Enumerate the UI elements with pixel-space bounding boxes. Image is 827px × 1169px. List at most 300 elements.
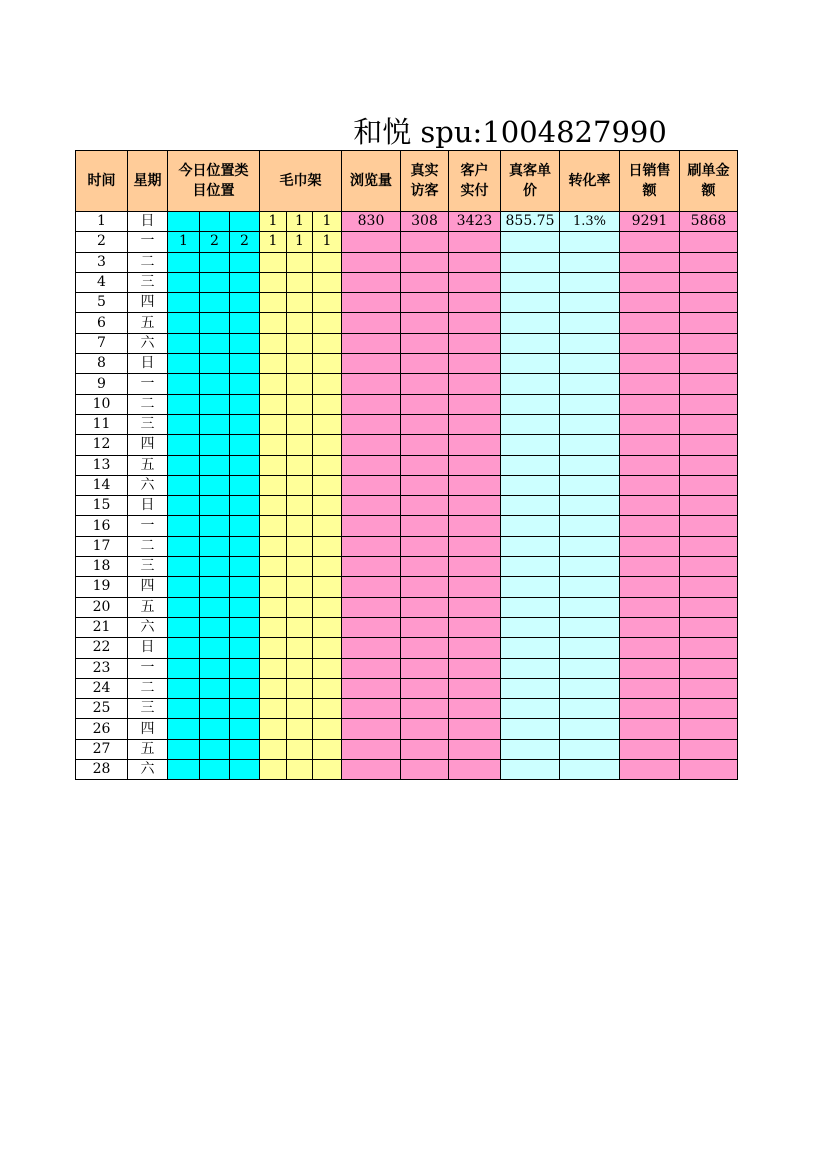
cell-rack[interactable] — [287, 496, 313, 516]
cell-rack[interactable] — [287, 658, 313, 678]
cell-position[interactable] — [230, 333, 260, 353]
cell-sales[interactable] — [620, 374, 680, 394]
cell-position[interactable] — [200, 333, 230, 353]
cell-views[interactable] — [342, 617, 401, 637]
cell-visitors[interactable] — [401, 475, 449, 495]
cell-views[interactable] — [342, 272, 401, 292]
cell-position[interactable]: 2 — [230, 232, 260, 252]
cell-brush[interactable] — [680, 760, 738, 780]
cell-brush[interactable]: 5868 — [680, 212, 738, 232]
cell-rack[interactable] — [260, 475, 287, 495]
cell-unit-price[interactable] — [501, 313, 560, 333]
cell-paid[interactable] — [449, 536, 501, 556]
cell-unit-price[interactable] — [501, 617, 560, 637]
cell-day[interactable]: 15 — [76, 496, 128, 516]
cell-day[interactable]: 14 — [76, 475, 128, 495]
cell-unit-price[interactable] — [501, 333, 560, 353]
cell-paid[interactable] — [449, 557, 501, 577]
cell-rack[interactable] — [260, 374, 287, 394]
cell-position[interactable] — [200, 516, 230, 536]
cell-rack[interactable]: 1 — [287, 212, 313, 232]
cell-unit-price[interactable] — [501, 293, 560, 313]
cell-weekday[interactable]: 二 — [128, 536, 168, 556]
cell-rack[interactable] — [260, 252, 287, 272]
cell-day[interactable]: 1 — [76, 212, 128, 232]
cell-rack[interactable] — [287, 597, 313, 617]
cell-brush[interactable] — [680, 475, 738, 495]
cell-rack[interactable] — [313, 435, 342, 455]
cell-visitors[interactable] — [401, 577, 449, 597]
cell-sales[interactable] — [620, 597, 680, 617]
cell-sales[interactable] — [620, 617, 680, 637]
cell-visitors[interactable] — [401, 739, 449, 759]
cell-rack[interactable] — [260, 435, 287, 455]
header-visitors[interactable] — [401, 151, 449, 212]
cell-position[interactable] — [200, 374, 230, 394]
cell-conversion[interactable] — [560, 638, 620, 658]
cell-rack[interactable] — [313, 272, 342, 292]
cell-paid[interactable] — [449, 496, 501, 516]
cell-position[interactable] — [230, 475, 260, 495]
cell-rack[interactable] — [287, 516, 313, 536]
cell-rack[interactable] — [313, 617, 342, 637]
cell-weekday[interactable]: 一 — [128, 658, 168, 678]
cell-unit-price[interactable] — [501, 516, 560, 536]
cell-day[interactable]: 13 — [76, 455, 128, 475]
cell-rack[interactable] — [287, 435, 313, 455]
cell-views[interactable] — [342, 333, 401, 353]
cell-position[interactable] — [230, 536, 260, 556]
cell-position[interactable] — [230, 516, 260, 536]
cell-visitors[interactable] — [401, 516, 449, 536]
cell-position[interactable] — [168, 212, 200, 232]
cell-weekday[interactable]: 五 — [128, 313, 168, 333]
cell-position[interactable] — [168, 597, 200, 617]
cell-paid[interactable] — [449, 272, 501, 292]
cell-sales[interactable] — [620, 516, 680, 536]
cell-brush[interactable] — [680, 739, 738, 759]
cell-day[interactable]: 5 — [76, 293, 128, 313]
cell-position[interactable] — [200, 455, 230, 475]
cell-paid[interactable] — [449, 739, 501, 759]
cell-day[interactable]: 12 — [76, 435, 128, 455]
cell-paid[interactable] — [449, 333, 501, 353]
cell-weekday[interactable]: 六 — [128, 760, 168, 780]
cell-position[interactable] — [230, 760, 260, 780]
cell-rack[interactable]: 1 — [313, 212, 342, 232]
cell-sales[interactable] — [620, 719, 680, 739]
cell-rack[interactable] — [287, 760, 313, 780]
cell-position[interactable] — [200, 414, 230, 434]
header-paid[interactable] — [449, 151, 501, 212]
cell-paid[interactable] — [449, 658, 501, 678]
cell-views[interactable] — [342, 414, 401, 434]
cell-rack[interactable] — [287, 699, 313, 719]
cell-position[interactable] — [230, 313, 260, 333]
cell-visitors[interactable] — [401, 557, 449, 577]
cell-brush[interactable] — [680, 232, 738, 252]
cell-position[interactable] — [168, 455, 200, 475]
cell-unit-price[interactable] — [501, 252, 560, 272]
cell-rack[interactable] — [313, 597, 342, 617]
cell-position[interactable] — [168, 638, 200, 658]
cell-rack[interactable] — [287, 719, 313, 739]
cell-day[interactable]: 3 — [76, 252, 128, 272]
cell-conversion[interactable] — [560, 374, 620, 394]
cell-rack[interactable] — [313, 475, 342, 495]
cell-unit-price[interactable] — [501, 699, 560, 719]
cell-position[interactable] — [230, 617, 260, 637]
cell-unit-price[interactable] — [501, 597, 560, 617]
header-weekday[interactable]: 星期 — [128, 151, 168, 212]
cell-rack[interactable] — [313, 760, 342, 780]
cell-weekday[interactable]: 四 — [128, 435, 168, 455]
cell-weekday[interactable]: 四 — [128, 719, 168, 739]
cell-rack[interactable] — [287, 455, 313, 475]
cell-visitors[interactable] — [401, 658, 449, 678]
cell-unit-price[interactable] — [501, 557, 560, 577]
cell-position[interactable] — [168, 699, 200, 719]
cell-brush[interactable] — [680, 272, 738, 292]
cell-paid[interactable] — [449, 394, 501, 414]
cell-rack[interactable] — [313, 719, 342, 739]
cell-views[interactable]: 830 — [342, 212, 401, 232]
cell-brush[interactable] — [680, 638, 738, 658]
cell-position[interactable] — [168, 760, 200, 780]
cell-position[interactable]: 1 — [168, 232, 200, 252]
cell-day[interactable]: 6 — [76, 313, 128, 333]
cell-weekday[interactable]: 一 — [128, 232, 168, 252]
cell-position[interactable] — [230, 739, 260, 759]
cell-conversion[interactable] — [560, 333, 620, 353]
cell-weekday[interactable]: 六 — [128, 475, 168, 495]
cell-sales[interactable] — [620, 354, 680, 374]
cell-rack[interactable] — [260, 678, 287, 698]
cell-visitors[interactable] — [401, 699, 449, 719]
cell-rack[interactable] — [260, 354, 287, 374]
cell-conversion[interactable]: 1.3% — [560, 212, 620, 232]
cell-weekday[interactable]: 四 — [128, 293, 168, 313]
cell-conversion[interactable] — [560, 232, 620, 252]
cell-conversion[interactable] — [560, 354, 620, 374]
cell-sales[interactable] — [620, 272, 680, 292]
cell-paid[interactable] — [449, 475, 501, 495]
cell-position[interactable] — [200, 212, 230, 232]
cell-day[interactable]: 22 — [76, 638, 128, 658]
cell-sales[interactable] — [620, 455, 680, 475]
cell-position[interactable] — [200, 354, 230, 374]
cell-conversion[interactable] — [560, 313, 620, 333]
cell-brush[interactable] — [680, 496, 738, 516]
cell-rack[interactable] — [260, 557, 287, 577]
cell-rack[interactable] — [287, 536, 313, 556]
cell-rack[interactable] — [287, 475, 313, 495]
header-sales[interactable] — [620, 151, 680, 212]
cell-sales[interactable] — [620, 293, 680, 313]
cell-rack[interactable] — [287, 617, 313, 637]
cell-rack[interactable] — [260, 739, 287, 759]
cell-rack[interactable] — [287, 272, 313, 292]
cell-paid[interactable] — [449, 760, 501, 780]
cell-weekday[interactable]: 日 — [128, 638, 168, 658]
cell-weekday[interactable]: 日 — [128, 496, 168, 516]
cell-visitors[interactable] — [401, 414, 449, 434]
cell-rack[interactable] — [287, 374, 313, 394]
cell-rack[interactable] — [260, 496, 287, 516]
cell-position[interactable] — [168, 293, 200, 313]
cell-sales[interactable] — [620, 739, 680, 759]
cell-paid[interactable] — [449, 435, 501, 455]
cell-position[interactable]: 2 — [200, 232, 230, 252]
cell-rack[interactable] — [287, 678, 313, 698]
cell-rack[interactable] — [313, 374, 342, 394]
cell-unit-price[interactable] — [501, 739, 560, 759]
cell-position[interactable] — [230, 557, 260, 577]
cell-day[interactable]: 23 — [76, 658, 128, 678]
cell-day[interactable]: 17 — [76, 536, 128, 556]
header-unit-price[interactable] — [501, 151, 560, 212]
cell-rack[interactable] — [260, 597, 287, 617]
cell-unit-price[interactable] — [501, 760, 560, 780]
cell-unit-price[interactable] — [501, 536, 560, 556]
cell-weekday[interactable]: 二 — [128, 678, 168, 698]
cell-views[interactable] — [342, 455, 401, 475]
cell-views[interactable] — [342, 719, 401, 739]
cell-rack[interactable] — [260, 536, 287, 556]
cell-position[interactable] — [168, 557, 200, 577]
cell-rack[interactable] — [260, 272, 287, 292]
cell-position[interactable] — [200, 658, 230, 678]
cell-position[interactable] — [230, 699, 260, 719]
cell-rack[interactable] — [260, 658, 287, 678]
cell-day[interactable]: 9 — [76, 374, 128, 394]
cell-rack[interactable] — [287, 638, 313, 658]
cell-brush[interactable] — [680, 658, 738, 678]
cell-rack[interactable] — [260, 699, 287, 719]
cell-conversion[interactable] — [560, 678, 620, 698]
cell-paid[interactable] — [449, 374, 501, 394]
cell-views[interactable] — [342, 516, 401, 536]
cell-position[interactable] — [200, 435, 230, 455]
cell-sales[interactable] — [620, 760, 680, 780]
cell-position[interactable] — [200, 739, 230, 759]
cell-rack[interactable] — [260, 333, 287, 353]
cell-conversion[interactable] — [560, 557, 620, 577]
cell-conversion[interactable] — [560, 719, 620, 739]
cell-views[interactable] — [342, 577, 401, 597]
cell-conversion[interactable] — [560, 516, 620, 536]
cell-position[interactable] — [200, 577, 230, 597]
cell-weekday[interactable]: 日 — [128, 212, 168, 232]
cell-paid[interactable] — [449, 313, 501, 333]
cell-day[interactable]: 11 — [76, 414, 128, 434]
cell-views[interactable] — [342, 638, 401, 658]
cell-position[interactable] — [230, 272, 260, 292]
cell-position[interactable] — [230, 678, 260, 698]
cell-conversion[interactable] — [560, 739, 620, 759]
cell-unit-price[interactable] — [501, 658, 560, 678]
cell-weekday[interactable]: 六 — [128, 617, 168, 637]
cell-rack[interactable] — [260, 638, 287, 658]
cell-visitors[interactable] — [401, 333, 449, 353]
cell-rack[interactable] — [313, 739, 342, 759]
cell-paid[interactable] — [449, 678, 501, 698]
cell-rack[interactable] — [260, 760, 287, 780]
cell-rack[interactable] — [260, 516, 287, 536]
cell-unit-price[interactable] — [501, 638, 560, 658]
cell-rack[interactable] — [287, 293, 313, 313]
cell-rack[interactable] — [313, 354, 342, 374]
cell-views[interactable] — [342, 394, 401, 414]
cell-views[interactable] — [342, 658, 401, 678]
cell-brush[interactable] — [680, 699, 738, 719]
cell-views[interactable] — [342, 496, 401, 516]
cell-position[interactable] — [230, 354, 260, 374]
cell-position[interactable] — [230, 455, 260, 475]
cell-rack[interactable] — [260, 313, 287, 333]
cell-position[interactable] — [230, 638, 260, 658]
cell-position[interactable] — [200, 678, 230, 698]
cell-weekday[interactable]: 三 — [128, 414, 168, 434]
cell-rack[interactable] — [313, 638, 342, 658]
cell-day[interactable]: 10 — [76, 394, 128, 414]
cell-day[interactable]: 21 — [76, 617, 128, 637]
cell-weekday[interactable]: 三 — [128, 557, 168, 577]
cell-position[interactable] — [168, 333, 200, 353]
cell-position[interactable] — [200, 719, 230, 739]
cell-brush[interactable] — [680, 455, 738, 475]
cell-brush[interactable] — [680, 617, 738, 637]
cell-position[interactable] — [168, 719, 200, 739]
cell-paid[interactable] — [449, 597, 501, 617]
cell-views[interactable] — [342, 597, 401, 617]
cell-conversion[interactable] — [560, 577, 620, 597]
cell-position[interactable] — [200, 394, 230, 414]
cell-visitors[interactable] — [401, 374, 449, 394]
cell-visitors[interactable] — [401, 354, 449, 374]
cell-position[interactable] — [200, 557, 230, 577]
cell-sales[interactable] — [620, 232, 680, 252]
cell-visitors[interactable] — [401, 617, 449, 637]
cell-views[interactable] — [342, 739, 401, 759]
cell-visitors[interactable] — [401, 455, 449, 475]
cell-position[interactable] — [230, 658, 260, 678]
cell-position[interactable] — [230, 577, 260, 597]
cell-brush[interactable] — [680, 435, 738, 455]
cell-sales[interactable] — [620, 557, 680, 577]
cell-unit-price[interactable] — [501, 577, 560, 597]
cell-rack[interactable] — [313, 455, 342, 475]
cell-views[interactable] — [342, 678, 401, 698]
cell-position[interactable] — [168, 658, 200, 678]
cell-paid[interactable]: 3423 — [449, 212, 501, 232]
cell-rack[interactable] — [313, 557, 342, 577]
cell-views[interactable] — [342, 374, 401, 394]
cell-sales[interactable] — [620, 699, 680, 719]
cell-day[interactable]: 2 — [76, 232, 128, 252]
cell-weekday[interactable]: 一 — [128, 374, 168, 394]
cell-conversion[interactable] — [560, 536, 620, 556]
cell-sales[interactable] — [620, 658, 680, 678]
cell-rack[interactable] — [313, 678, 342, 698]
cell-brush[interactable] — [680, 719, 738, 739]
cell-position[interactable] — [200, 272, 230, 292]
cell-rack[interactable] — [313, 496, 342, 516]
cell-brush[interactable] — [680, 597, 738, 617]
cell-paid[interactable] — [449, 719, 501, 739]
cell-paid[interactable] — [449, 617, 501, 637]
cell-position[interactable] — [200, 252, 230, 272]
cell-position[interactable] — [168, 272, 200, 292]
cell-views[interactable] — [342, 435, 401, 455]
cell-visitors[interactable] — [401, 719, 449, 739]
cell-conversion[interactable] — [560, 414, 620, 434]
cell-rack[interactable] — [313, 313, 342, 333]
cell-rack[interactable] — [260, 455, 287, 475]
cell-visitors[interactable] — [401, 496, 449, 516]
cell-visitors[interactable] — [401, 760, 449, 780]
cell-position[interactable] — [200, 760, 230, 780]
cell-brush[interactable] — [680, 557, 738, 577]
cell-brush[interactable] — [680, 536, 738, 556]
cell-paid[interactable] — [449, 577, 501, 597]
cell-weekday[interactable]: 五 — [128, 739, 168, 759]
cell-unit-price[interactable] — [501, 475, 560, 495]
cell-sales[interactable] — [620, 394, 680, 414]
cell-day[interactable]: 18 — [76, 557, 128, 577]
header-time[interactable]: 时间 — [76, 151, 128, 212]
cell-rack[interactable] — [260, 617, 287, 637]
cell-visitors[interactable] — [401, 597, 449, 617]
cell-position[interactable] — [200, 496, 230, 516]
cell-paid[interactable] — [449, 293, 501, 313]
cell-position[interactable] — [168, 435, 200, 455]
cell-brush[interactable] — [680, 293, 738, 313]
cell-unit-price[interactable] — [501, 354, 560, 374]
cell-sales[interactable]: 9291 — [620, 212, 680, 232]
cell-weekday[interactable]: 五 — [128, 455, 168, 475]
cell-rack[interactable] — [260, 577, 287, 597]
cell-position[interactable] — [200, 617, 230, 637]
cell-rack[interactable] — [260, 394, 287, 414]
cell-rack[interactable] — [313, 293, 342, 313]
cell-brush[interactable] — [680, 354, 738, 374]
cell-position[interactable] — [230, 435, 260, 455]
cell-visitors[interactable] — [401, 536, 449, 556]
cell-views[interactable] — [342, 293, 401, 313]
cell-unit-price[interactable] — [501, 719, 560, 739]
cell-sales[interactable] — [620, 577, 680, 597]
cell-unit-price[interactable] — [501, 678, 560, 698]
cell-sales[interactable] — [620, 475, 680, 495]
cell-views[interactable] — [342, 760, 401, 780]
cell-day[interactable]: 24 — [76, 678, 128, 698]
cell-sales[interactable] — [620, 536, 680, 556]
cell-paid[interactable] — [449, 414, 501, 434]
cell-day[interactable]: 25 — [76, 699, 128, 719]
header-position[interactable] — [168, 151, 260, 212]
cell-weekday[interactable]: 四 — [128, 577, 168, 597]
cell-rack[interactable] — [260, 414, 287, 434]
cell-rack[interactable] — [313, 658, 342, 678]
cell-weekday[interactable]: 六 — [128, 333, 168, 353]
cell-position[interactable] — [230, 212, 260, 232]
cell-views[interactable] — [342, 232, 401, 252]
cell-day[interactable]: 27 — [76, 739, 128, 759]
cell-rack[interactable]: 1 — [287, 232, 313, 252]
cell-position[interactable] — [200, 313, 230, 333]
cell-rack[interactable] — [287, 739, 313, 759]
